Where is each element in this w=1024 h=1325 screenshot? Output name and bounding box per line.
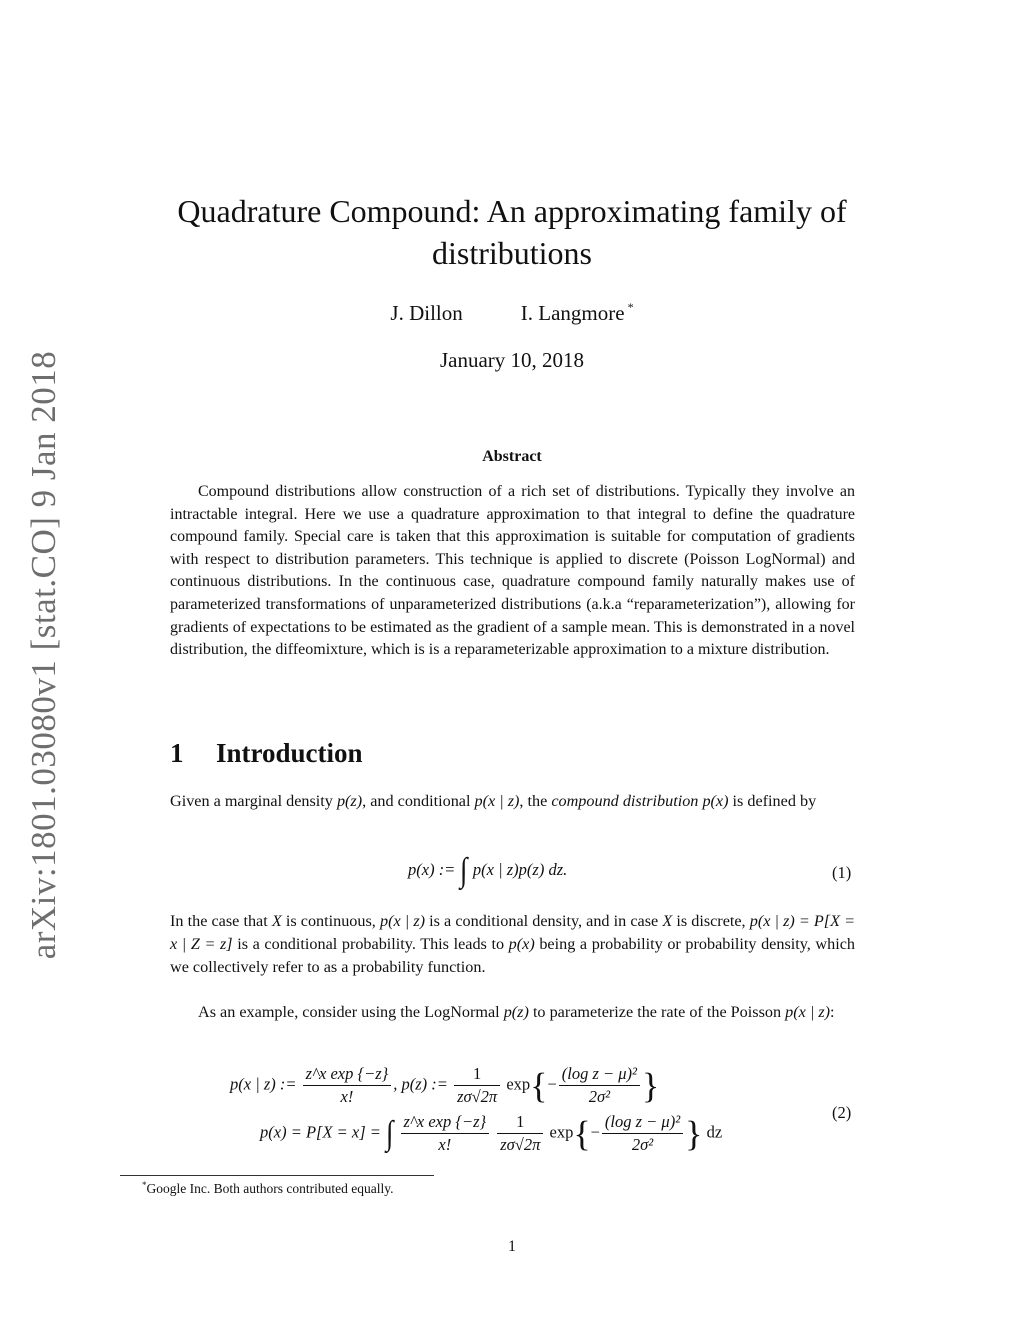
equation-2-line-2: p(x) = P[X = x] = ∫ $\frac{\text{z\textasciicircum{}x exp \{−z\}}}{x!}$ $\frac{1}{z\sigma√2\pi}$ exp{− $\frac{\text{(log z − μ)²}}{\text{2σ²}}$ } dz — [260, 1112, 723, 1154]
fraction: $\frac{\text{(log z − μ)²}}{\text{2σ²}}$ — [602, 1112, 683, 1155]
fraction: $\frac{\text{z\textasciicircum{}x exp \{−z\}}}{x!}$ — [401, 1112, 490, 1155]
emphasis-term: compound distribution — [551, 792, 699, 810]
intro-paragraph-3: As an example, consider using the LogNormal p(z) to parameterize the rate of the Poisson p(x | z): — [198, 1003, 835, 1021]
fraction: $\frac{\text{z\textasciicircum{}x exp \{−z\}}}{x!}$ — [303, 1064, 392, 1107]
paper-date: January 10, 2018 — [439, 348, 585, 372]
author-list — [0, 300, 1024, 326]
footnote: *Google Inc. Both authors contributed equally. — [142, 1180, 394, 1196]
intro-paragraph-2: In the case that X is continuous, p(x | z) is a conditional density, and in case X is discrete, p(x | z) = P[X = x | Z = z] is a conditional probability. This leads to p(x) being a probability or probability density, which we collectively refer to as a probability function. — [170, 912, 856, 976]
section-heading — [170, 738, 363, 769]
author-name: I. Langmore * — [520, 300, 634, 325]
fraction: $\frac{1}{z\sigma√2\pi}$ — [497, 1112, 543, 1155]
equation-number: (2) — [832, 1103, 852, 1122]
arxiv-identifier-stamp: arXiv:1801.03080v1 [stat.CO] 9 Jan 2018 — [24, 350, 63, 960]
page-number: 1 — [508, 1238, 516, 1255]
fraction: $\frac{\text{(log z − μ)²}}{\text{2σ²}}$ — [559, 1064, 640, 1107]
abstract-text: Compound distributions allow construction of a rich set of distributions. Typically they involve an intractable integral. Here we use a quadrature approximation to that integral to define the quadrature compound family. Special care is taken that this approximation is suitable for computation of gradients with respect to distribution parameters. This technique is applied to discrete (Poisson LogNormal) and continuous distributions. In the continuous case, quadrature compound family naturally makes use of parameterized transformations of unparameterized distributions (a.k.a “reparameterization”), allowing for gradients of expectations to be estimated as the gradient of a sample mean. This is demonstrated in a novel distribution, the diffeomixture, which is is a reparameterizable approximation to a mixture distribution. — [170, 483, 855, 659]
right-brace: } — [641, 1065, 660, 1106]
integral-sign: ∫ — [385, 1114, 394, 1152]
footnote-marker: * — [627, 300, 634, 314]
equation-number: (1) — [832, 863, 852, 882]
equation-2-line-1: p(x | z) := $\frac{\text{z\textasciicircum{}x exp \{−z\}}}{x!}$ , p(z) := $\frac{1}{z\sigma√2\pi}$ exp{− $\frac{\text{(log z − μ)²}}{\text{2σ²}}$ } — [230, 1064, 660, 1106]
footnote-marker: * — [142, 1180, 147, 1190]
footnote-rule — [120, 1175, 434, 1176]
author-name: J. Dillon — [390, 301, 463, 325]
section-number: 1 — [170, 738, 184, 768]
left-brace: { — [530, 1065, 548, 1106]
paper-title: Quadrature Compound: An approximating family of distributions — [177, 193, 847, 271]
abstract-heading: Abstract — [482, 448, 542, 465]
right-brace: } — [685, 1113, 703, 1154]
left-brace: { — [573, 1113, 591, 1154]
fraction: $\frac{1}{z\sigma√2\pi}$ — [454, 1064, 500, 1107]
intro-paragraph-1: Given a marginal density p(z), and conditional p(x | z), the compound distribution p(x) is defined by — [170, 792, 817, 810]
integral-sign: ∫ — [460, 852, 468, 889]
section-title: Introduction — [216, 738, 363, 768]
equation-1: p(x) := ∫ p(x | z)p(z) dz. — [408, 852, 568, 889]
